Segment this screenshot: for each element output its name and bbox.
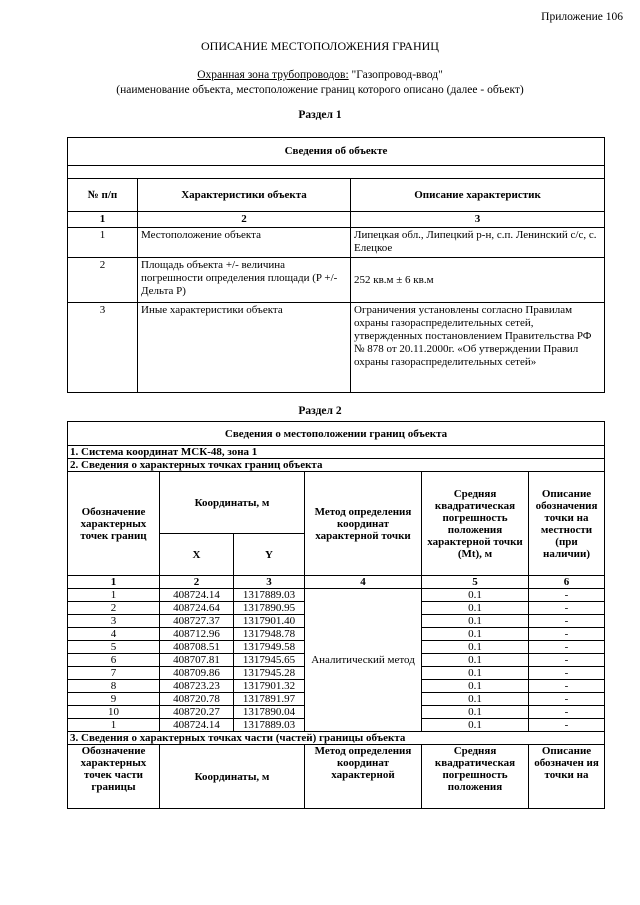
point-y: 1317890.04 xyxy=(234,706,305,719)
point-number: 6 xyxy=(68,654,160,667)
header-part-error: Средняя квадратическая погрешность положения xyxy=(422,745,529,809)
header-part-method: Метод определения координат характерной xyxy=(305,745,422,809)
point-error: 0.1 xyxy=(422,719,529,732)
section2-title: Раздел 2 xyxy=(298,405,342,417)
col-number: 2 xyxy=(138,212,351,228)
section1-title: Раздел 1 xyxy=(298,109,342,121)
point-number: 8 xyxy=(68,680,160,693)
point-x: 408727.37 xyxy=(160,615,234,628)
point-description: - xyxy=(529,719,605,732)
point-error: 0.1 xyxy=(422,680,529,693)
boundary-table xyxy=(67,421,605,809)
point-error: 0.1 xyxy=(422,667,529,680)
point-x: 408723.23 xyxy=(160,680,234,693)
point-y: 1317889.03 xyxy=(234,719,305,732)
col-number: 4 xyxy=(305,576,422,589)
row-value: 252 кв.м ± 6 кв.м xyxy=(351,258,605,303)
row-value: Липецкая обл., Липецкий р-н, с.п. Ленинский с/с, с. Елецкое xyxy=(351,228,605,258)
point-description: - xyxy=(529,706,605,719)
header-x: X xyxy=(160,534,234,576)
point-number: 9 xyxy=(68,693,160,706)
point-number: 1 xyxy=(68,589,160,602)
col-number: 2 xyxy=(160,576,234,589)
col-number: 1 xyxy=(68,212,138,228)
header-point: Обозначение характерных точек границ xyxy=(68,472,160,576)
point-y: 1317889.03 xyxy=(234,589,305,602)
point-y: 1317949.58 xyxy=(234,641,305,654)
point-description: - xyxy=(529,693,605,706)
point-description: - xyxy=(529,667,605,680)
header-method: Метод определения координат характерной точки xyxy=(305,472,422,576)
point-x: 408707.81 xyxy=(160,654,234,667)
point-description: - xyxy=(529,615,605,628)
header-error: Средняя квадратическая погрешность положения характерной точки (Mt), м xyxy=(422,472,529,576)
point-x: 408720.78 xyxy=(160,693,234,706)
point-y: 1317890.95 xyxy=(234,602,305,615)
point-error: 0.1 xyxy=(422,615,529,628)
method-value: Аналитический метод xyxy=(305,589,422,732)
point-error: 0.1 xyxy=(422,654,529,667)
header-description: Описание обозначения точки на местности (при наличии) xyxy=(529,472,605,576)
row-characteristic: Местоположение объекта xyxy=(138,228,351,258)
point-number: 10 xyxy=(68,706,160,719)
point-number: 1 xyxy=(68,719,160,732)
row-number: 1 xyxy=(68,228,138,258)
point-error: 0.1 xyxy=(422,602,529,615)
boundary-table-title: Сведения о местоположении границ объекта xyxy=(68,422,605,446)
point-number: 7 xyxy=(68,667,160,680)
table-row xyxy=(68,589,605,602)
zone-note: (наименование объекта, местоположение границ которого описано (далее - объект) xyxy=(116,84,524,96)
table-row xyxy=(68,228,605,258)
subsection-part-points: 3. Сведения о характерных точках части (частей) границы объекта xyxy=(68,732,605,745)
appendix-label: Приложение 106 xyxy=(541,11,623,23)
col-header-number: № п/п xyxy=(68,179,138,212)
point-y: 1317901.40 xyxy=(234,615,305,628)
col-header-description: Описание характеристик xyxy=(351,179,605,212)
point-description: - xyxy=(529,654,605,667)
col-header-characteristic: Характеристики объекта xyxy=(138,179,351,212)
point-y: 1317945.28 xyxy=(234,667,305,680)
col-number: 6 xyxy=(529,576,605,589)
point-error: 0.1 xyxy=(422,706,529,719)
coord-system: 1. Система координат МСК-48, зона 1 xyxy=(68,446,605,459)
header-part-coords: Координаты, м xyxy=(160,745,305,809)
point-error: 0.1 xyxy=(422,641,529,654)
point-x: 408724.64 xyxy=(160,602,234,615)
header-part-point: Обозначение характерных точек части границы xyxy=(68,745,160,809)
col-number: 5 xyxy=(422,576,529,589)
point-number: 2 xyxy=(68,602,160,615)
row-characteristic: Иные характеристики объекта xyxy=(138,303,351,393)
point-y: 1317891.97 xyxy=(234,693,305,706)
point-description: - xyxy=(529,602,605,615)
point-y: 1317901.32 xyxy=(234,680,305,693)
subsection-points: 2. Сведения о характерных точках границ объекта xyxy=(68,459,605,472)
col-number: 3 xyxy=(351,212,605,228)
point-error: 0.1 xyxy=(422,589,529,602)
object-info-table xyxy=(67,137,605,393)
point-description: - xyxy=(529,589,605,602)
object-zone xyxy=(0,68,640,98)
header-coords: Координаты, м xyxy=(160,472,305,534)
point-number: 3 xyxy=(68,615,160,628)
point-y: 1317945.65 xyxy=(234,654,305,667)
point-x: 408708.51 xyxy=(160,641,234,654)
point-x: 408712.96 xyxy=(160,628,234,641)
point-description: - xyxy=(529,680,605,693)
point-x: 408724.14 xyxy=(160,719,234,732)
spacer-row xyxy=(68,166,605,179)
table-row xyxy=(68,258,605,303)
header-part-description: Описание обозначен ия точки на xyxy=(529,745,605,809)
point-number: 4 xyxy=(68,628,160,641)
row-value: Ограничения установлены согласно Правилам охраны газораспределительных сетей, утвержденных постановлением Правительства РФ № 878 от 20.11.2000г. «Об утверждении Правил охраны газораспределительных сетей» xyxy=(351,303,605,393)
point-error: 0.1 xyxy=(422,693,529,706)
point-x: 408724.14 xyxy=(160,589,234,602)
header-y: Y xyxy=(234,534,305,576)
point-description: - xyxy=(529,641,605,654)
document-title: ОПИСАНИЕ МЕСТОПОЛОЖЕНИЯ ГРАНИЦ xyxy=(201,39,439,53)
col-number: 3 xyxy=(234,576,305,589)
point-x: 408720.27 xyxy=(160,706,234,719)
zone-label: Охранная зона трубопроводов: xyxy=(197,69,349,81)
row-number: 2 xyxy=(68,258,138,303)
zone-name: "Газопровод-ввод" xyxy=(348,69,443,81)
row-number: 3 xyxy=(68,303,138,393)
col-number: 1 xyxy=(68,576,160,589)
point-number: 5 xyxy=(68,641,160,654)
table-row xyxy=(68,303,605,393)
point-y: 1317948.78 xyxy=(234,628,305,641)
point-description: - xyxy=(529,628,605,641)
row-characteristic: Площадь объекта +/- величина погрешности определения площади (P +/- Дельта P) xyxy=(138,258,351,303)
point-error: 0.1 xyxy=(422,628,529,641)
point-x: 408709.86 xyxy=(160,667,234,680)
object-info-title: Сведения об объекте xyxy=(68,138,605,166)
